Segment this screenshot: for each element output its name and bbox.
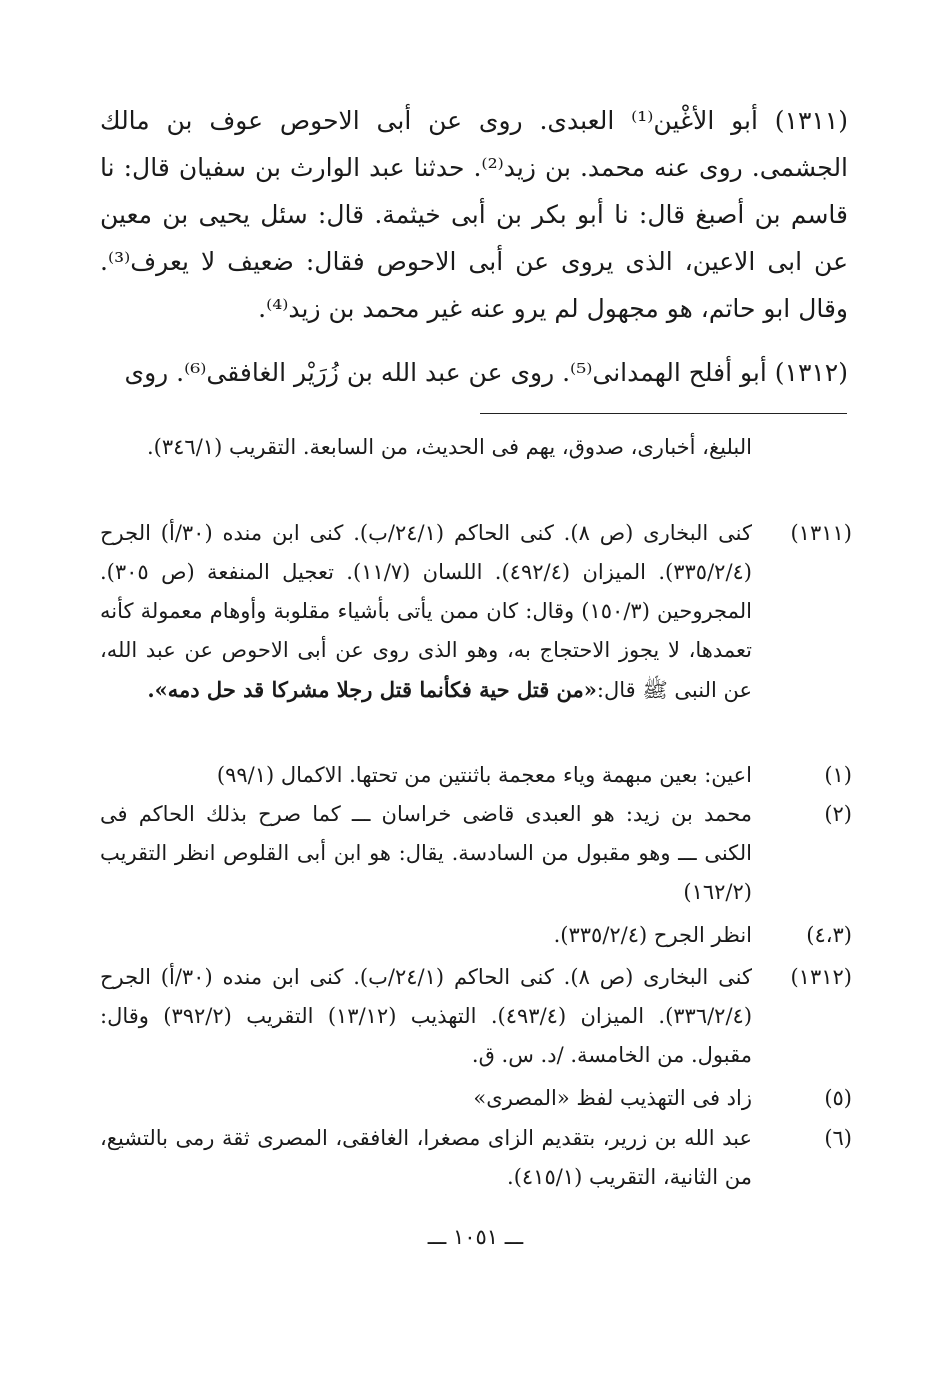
footnote-number: (٦) bbox=[824, 1126, 852, 1150]
footnote-text: كنى البخارى (ص ٨). كنى الحاكم (٢٤/١/ب). كنى ابن منده (٣٠/أ) الجرح (٣٣٦/٢/٤). الميزان (٤٩٣/٤). التهذيب (١٣/١٢) التقريب (٣٩٢/٢) وقال: مقبول. من الخامسة. /د. س. ق. bbox=[100, 965, 753, 1067]
footnote-number: (٤،٣) bbox=[806, 923, 852, 947]
entry-text: (١٣١٢) أبو أفلح الهمدانى⁽⁵⁾. روى عن عبد الله بن زُرَيْر الغافقى⁽⁶⁾. روى bbox=[124, 358, 848, 387]
footnote-1311 bbox=[100, 514, 852, 710]
footnote-text: محمد بن زيد: هو العبدى قاضى خراسان ـــ كما صرح بذلك الحاكم فى الكنى ـــ وهو مقبول من السادسة. يقال: هو ابن أبى القلوص انظر التقريب (١٦٢/٢) bbox=[100, 802, 752, 904]
footnote-text: عبد الله بن زرير، بتقديم الزاى مصغرا، الغافقى، المصرى ثقة رمى بالتشيع، من الثانية، التقريب (٤١٥/١). bbox=[100, 1126, 752, 1189]
footnote-number: (٥) bbox=[824, 1086, 852, 1110]
footnote-text: اعين: بعين مبهمة وياء معجمة باثنتين من تحتها. الاكمال (٩٩/١) bbox=[216, 763, 752, 787]
entry-1311 bbox=[100, 97, 848, 332]
footnote-text: انظر الجرح (٣٣٥/٢/٤). bbox=[553, 923, 752, 947]
footnote-1 bbox=[100, 756, 852, 795]
page-number: ـــ ١٠٥١ ـــ bbox=[427, 1225, 524, 1249]
hadith-quote: «من قتل حية فكأنما قتل رجلا مشركا قد حل دمه». bbox=[147, 677, 597, 702]
footnote-2 bbox=[100, 795, 852, 912]
footnote-number: (٢) bbox=[824, 802, 852, 826]
footnote-5 bbox=[100, 1079, 852, 1118]
footnote-number: (١٣١١) bbox=[790, 521, 852, 545]
footnote-number: (١) bbox=[824, 763, 852, 787]
footnote-carryover: البليغ، أخبارى، صدوق، يهم فى الحديث، من السابعة. التقريب (٣٤٦/١). bbox=[147, 435, 752, 459]
footnote-1312 bbox=[100, 958, 852, 1075]
entry-text: (١٣١١) أبو الأغْين⁽¹⁾ العبدى. روى عن أبى الاحوص عوف بن مالك الجشمى. روى عنه محمد. بن زيد⁽²⁾. حدثنا عبد الوارث بن سفيان قال: نا قاسم بن أصبغ قال: نا أبو بكر بن أبى خيثمة. قال: سئل يحيى بن معين عن ابى الاعين، الذى يروى عن أبى الاحوص فقال: ضعيف لا يعرف⁽³⁾. وقال ابو حاتم، هو مجهول لم يرو عنه غير محمد بن زيد⁽⁴⁾. bbox=[100, 106, 849, 323]
footnote-text: كنى البخارى (ص ٨). كنى الحاكم (٢٤/١/ب). كنى ابن منده (٣٠/أ) الجرح (٣٣٥/٢/٤). الميزان (٤٩٢/٤). اللسان (١١/٧). تعجيل المنفعة (ص ٣٠٥). المجروحين (١٥٠/٣) وقال: كان ممن يأتى بأشياء مقلوبة وأوهام معمولة كأنه تعمدها، لا يجوز الاحتجاج به، وهو الذى روى عن أبى الاحوص عن عبد الله، عن النبى ﷺ قال: bbox=[100, 521, 752, 702]
entry-1312 bbox=[100, 349, 848, 396]
footnote-separator bbox=[480, 413, 847, 414]
footnote-text: زاد فى التهذيب لفظ «المصرى» bbox=[473, 1086, 752, 1110]
footnote-3-4 bbox=[100, 916, 852, 955]
footnote-6 bbox=[100, 1119, 852, 1197]
footnote-number: (١٣١٢) bbox=[790, 965, 852, 989]
